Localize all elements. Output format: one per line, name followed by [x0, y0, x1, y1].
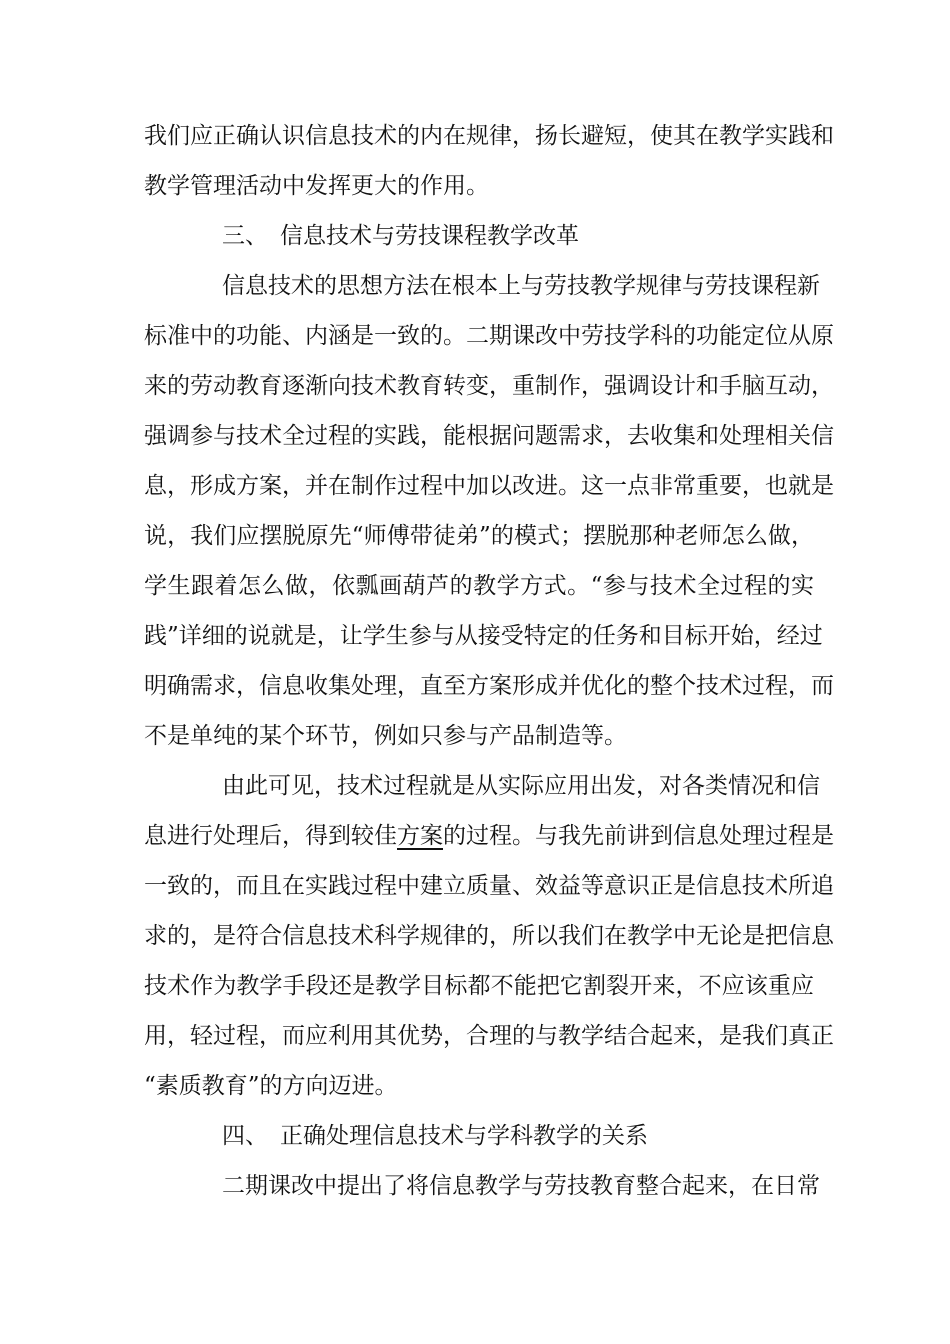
text-line: “素质教育”的方向迈进。 — [144, 1073, 398, 1099]
text-line: 信息技术的思想方法在根本上与劳技教学规律与劳技课程新 — [222, 273, 820, 299]
text-line: 由此可见，技术过程就是从实际应用出发，对各类情况和信 — [222, 773, 820, 799]
text-line: 不是单纯的某个环节，例如只参与产品制造等。 — [144, 723, 627, 749]
text-line: 践”详细的说就是，让学生参与从接受特定的任务和目标开始，经过 — [144, 623, 823, 649]
section-number: 三、 — [222, 223, 268, 249]
text-line-with-underline — [144, 816, 834, 856]
section-title: 信息技术与劳技课程教学改革 — [280, 223, 579, 249]
text-line: 标准中的功能、内涵是一致的。二期课改中劳技学科的功能定位从原 — [144, 323, 834, 349]
section-title: 正确处理信息技术与学科教学的关系 — [280, 1123, 648, 1149]
text-segment: 息进行处理后，得到较佳 — [144, 823, 397, 849]
text-line: 一致的，而且在实践过程中建立质量、效益等意识正是信息技术所追 — [144, 873, 834, 899]
text-line: 教学管理活动中发挥更大的作用。 — [144, 173, 489, 199]
text-line: 明确需求，信息收集处理，直至方案形成并优化的整个技术过程，而 — [144, 673, 834, 699]
text-line: 我们应正确认识信息技术的内在规律，扬长避短，使其在教学实践和 — [144, 123, 834, 149]
text-line: 来的劳动教育逐渐向技术教育转变，重制作，强调设计和手脑互动， — [144, 373, 834, 399]
section-heading-4 — [222, 1116, 648, 1156]
text-line: 说，我们应摆脱原先“师傅带徒弟”的模式；摆脱那种老师怎么做， — [144, 523, 814, 549]
text-line: 用，轻过程，而应利用其优势，合理的与教学结合起来，是我们真正 — [144, 1023, 834, 1049]
section-number: 四、 — [222, 1123, 268, 1149]
text-line: 学生跟着怎么做，依瓢画葫芦的教学方式。“参与技术全过程的实 — [144, 573, 814, 599]
text-line: 二期课改中提出了将信息教学与劳技教育整合起来，在日常 — [222, 1173, 820, 1199]
text-line: 求的，是符合信息技术科学规律的，所以我们在教学中无论是把信息 — [144, 923, 834, 949]
text-line: 技术作为教学手段还是教学目标都不能把它割裂开来，不应该重应 — [144, 973, 814, 999]
text-segment: 的过程。与我先前讲到信息处理过程是 — [443, 823, 834, 849]
underlined-text: 方案 — [397, 823, 443, 849]
text-line: 强调参与技术全过程的实践，能根据问题需求，去收集和处理相关信 — [144, 423, 834, 449]
text-line: 息，形成方案，并在制作过程中加以改进。这一点非常重要，也就是 — [144, 473, 834, 499]
section-heading-3 — [222, 216, 579, 256]
